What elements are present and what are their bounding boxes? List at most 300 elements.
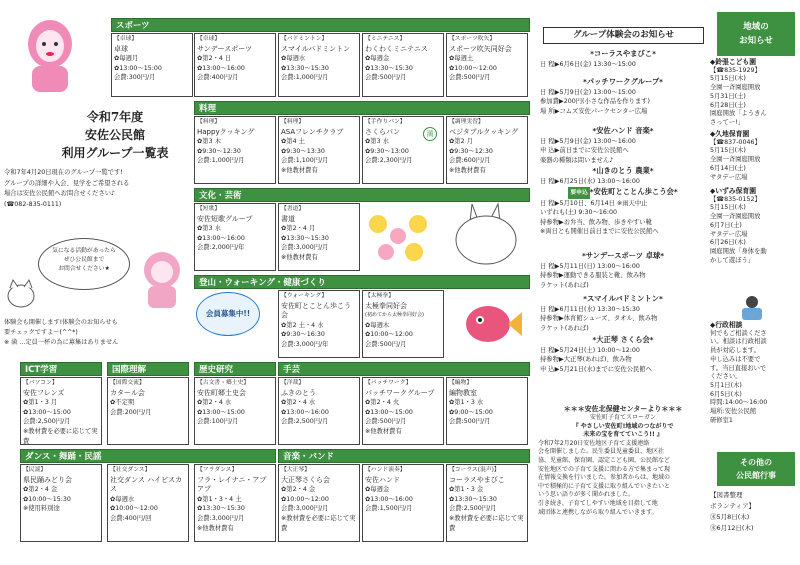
group-category: 【太極拳】 <box>365 293 394 299</box>
group-card <box>446 377 528 445</box>
group-name: 安佐短歌グループ <box>197 214 253 223</box>
section-history: 歴史研究 <box>194 362 276 376</box>
group-name: ふきのとう <box>281 388 316 397</box>
group-detail: ✿13:00〜16:00 <box>197 64 245 72</box>
group-category: 【書道】 <box>281 206 305 212</box>
group-detail: 会費:1,000円/月 <box>197 157 245 165</box>
group-category: 【パソコン】 <box>23 380 58 386</box>
local-news-line: 全園一斉園庭開放 <box>710 213 761 221</box>
group-detail: ✿第1・3 金 <box>449 486 484 494</box>
trial-event-detail: いずれも(土) 9:30〜16:00 <box>540 209 617 217</box>
trial-event-detail: ラケット(あれば) <box>540 281 589 289</box>
group-detail: ✿13:30〜15:30 <box>281 64 329 72</box>
group-name: 安佐町郷土史会 <box>197 388 246 397</box>
group-detail: 会費:200円/月 <box>110 408 152 416</box>
group-card <box>362 290 444 358</box>
group-detail: ✿不定期 <box>110 399 135 407</box>
group-detail: ✿第2・4 火 <box>365 399 400 407</box>
trial-event-detail: 日 程▶6月6日(金) 13:30〜15:00 <box>540 61 636 68</box>
notice-line: 未来の宝を育てていこう!! 』 <box>583 431 663 439</box>
group-card <box>278 33 360 97</box>
trial-event-detail: 場 所▶コムズ安佐パークセンター広場 <box>540 107 648 115</box>
title-list: 利用グループ一覧表 <box>61 146 169 160</box>
group-detail: ✿13:00〜16:00 <box>365 495 413 503</box>
group-detail: ✿13:00〜15:00 <box>197 408 245 416</box>
group-detail: 会費:400円/月 <box>197 74 239 82</box>
trial-event-title <box>538 186 708 199</box>
pink-character-icon <box>18 14 80 94</box>
local-news-block-title: ◆久地保育園 <box>710 130 750 138</box>
group-detail: ✿9:30〜16:30 <box>281 331 325 339</box>
group-card <box>446 33 528 97</box>
reservation-required-badge: 要申込 <box>568 187 589 199</box>
local-news-line: 5月15日(木) <box>710 204 746 212</box>
group-category: 【国際交流】 <box>110 380 145 386</box>
group-detail: ※他教材費有 <box>281 253 318 261</box>
local-news-line: 6月5日(木) <box>710 390 742 398</box>
trial-event-detail: 日 程▶5月11日(日) 13:00〜16:00 <box>540 263 640 270</box>
group-detail: ✿9:30〜12:30 <box>197 147 241 155</box>
local-news-line: 6月28日(土) <box>710 101 746 109</box>
group-card <box>111 33 193 97</box>
trial-event-detail: 持参物▶体育館シューズ、タオル、飲み物 <box>540 315 658 323</box>
other-events-list <box>710 490 800 534</box>
intro-line: グループの詳細や入会、見学をご希望される <box>4 179 130 187</box>
group-name: 書道 <box>281 214 295 223</box>
group-card <box>194 377 276 445</box>
group-category: 【ハンド演奏】 <box>365 467 406 473</box>
local-news-block <box>710 187 800 265</box>
group-card <box>194 464 276 542</box>
local-news-line: ください。 <box>710 373 742 381</box>
notice-line: 中で積極的に子育て支援に取り組んでいきたいと <box>538 482 671 490</box>
group-card <box>194 33 276 97</box>
trial-event-title: *大正琴 さくら会* <box>592 335 654 344</box>
group-detail: 会費:3,000円/月 <box>281 244 329 252</box>
group-category: 【料理】 <box>197 119 221 125</box>
other-event-line: ㊍6月12日(木) <box>710 524 754 532</box>
group-detail: ✿毎週月 <box>114 55 139 63</box>
trial-event-detail: 日 程▶6月25日(水) 13:00〜16:00 <box>540 178 640 185</box>
group-detail: ✿毎週木 <box>365 321 390 329</box>
local-news-line: 全園一斉園庭開放 <box>710 156 761 164</box>
rabbit-illustration <box>446 202 526 270</box>
group-category: 【短歌】 <box>197 206 221 212</box>
note-full-legend: ※ 満 …定員一杯の為に募集はありません <box>4 339 119 346</box>
group-card <box>278 290 360 358</box>
intro-text <box>4 168 190 210</box>
trial-event-detail: 楽器の種類は問いません♪ <box>540 156 614 164</box>
group-name: ベジタブルクッキング <box>449 127 519 136</box>
group-detail: ✿10:00〜12:00 <box>110 505 158 513</box>
group-detail: 会費:2,000円/年 <box>197 244 245 252</box>
mascot-illustration <box>18 14 80 94</box>
section-crafts: 手芸 <box>278 362 530 376</box>
notice-line: 『 やさしい安佐町!地域のつながりで <box>572 422 674 430</box>
local-news-heading <box>717 12 795 56</box>
group-detail: ✿第2・4 水 <box>281 399 316 407</box>
group-card <box>362 464 444 542</box>
group-detail: ✿第1・3 月 <box>23 399 58 407</box>
group-detail: ✿9:30〜13:00 <box>365 147 409 155</box>
local-news-line: 時間:14:00〜16:00 <box>710 399 768 407</box>
group-card <box>446 116 528 184</box>
group-name: 大正琴さくら会 <box>281 475 330 484</box>
group-card <box>278 464 360 542</box>
intro-line: 令和7年4月20日現在のグループ一覧です! <box>4 169 123 176</box>
local-news-line: 全園一斉園庭開放 <box>710 84 761 92</box>
local-news-line: 研修室1 <box>710 416 733 424</box>
group-detail: ✿毎週水 <box>281 55 306 63</box>
group-name: 卓球 <box>114 44 128 53</box>
group-detail: 会費:500円/月 <box>365 418 407 426</box>
group-category: 【パッチワーク】 <box>365 380 412 386</box>
group-detail: 会費:3,000円/月 <box>281 505 329 513</box>
local-news-line: 5月31日(土) <box>710 92 746 100</box>
note-line: 要チェックですよ〜(^^*) <box>4 329 78 336</box>
group-detail: 会費:1,100円/月 <box>281 157 329 165</box>
group-detail: ※教材費を必要に応じて実費 <box>23 427 98 445</box>
group-detail: ✿13:00〜15:00 <box>365 408 413 416</box>
group-card <box>20 377 102 445</box>
notice-heading: ＊＊＊安佐北保健センターより＊＊＊ <box>563 405 683 413</box>
group-detail: 会費:2,500円/月 <box>281 418 329 426</box>
group-detail: ※教材費を必要に応じて実費 <box>281 514 356 532</box>
local-news-line: サタデー広場 <box>710 230 748 238</box>
full-badge: 満 <box>423 127 437 141</box>
group-detail: ✿13:00〜15:00 <box>114 64 162 72</box>
group-name: コーラスやまびこ <box>449 475 505 484</box>
section-culture: 文化・芸術 <box>194 188 530 202</box>
group-detail: ✿第2 月 <box>449 138 473 146</box>
group-name: 安佐ハンド <box>365 475 400 484</box>
page-title <box>50 108 180 162</box>
group-detail: ✿第4 土 <box>281 138 305 146</box>
person-icon <box>732 294 772 322</box>
local-news-block-title: ◆鈴張こども園 <box>710 58 757 66</box>
group-category: 【バドミントン】 <box>281 36 328 42</box>
group-category: 【ウォーキング】 <box>281 293 328 299</box>
local-news-line: 場所:安佐公民館 <box>710 408 757 416</box>
trial-event-title-text: *安佐町とことん歩こう会* <box>589 187 678 196</box>
fish-illustration <box>458 292 526 356</box>
intro-line: 場合は安佐公民館へお問合せください♪ <box>4 190 116 197</box>
recruit-bubble: 会員募集中!! <box>196 292 260 336</box>
title-year: 令和7年度 <box>86 110 144 124</box>
local-news-line: い。相談は行政相談 <box>710 338 767 346</box>
group-name: 安佐フレンズ <box>23 388 65 397</box>
group-name: カタール会 <box>110 388 145 397</box>
other-event-line: 【図書整理 <box>710 491 743 499</box>
group-name: フラ・レイナニ・アプアプ <box>197 475 267 494</box>
group-detail: ※教材費を必要に応じて実費 <box>449 514 524 532</box>
local-news-block <box>710 130 800 182</box>
counselor-illustration <box>732 294 772 322</box>
local-news-line: 【☎835-0152】 <box>710 195 761 203</box>
group-detail: 会費:300円/月 <box>114 74 156 82</box>
group-category: 【編物】 <box>449 380 473 386</box>
group-detail: ✿13:30〜15:30 <box>197 505 245 513</box>
group-detail: ✿第2・4 金 <box>23 486 58 494</box>
group-detail: ✿第2 土・4 水 <box>281 321 324 329</box>
group-detail: 会費:100円/月 <box>197 418 239 426</box>
local-news-line: 申し込みは不要で <box>710 355 761 363</box>
trial-event-detail: ラケット(あれば) <box>540 324 589 332</box>
group-detail: ✿第1・3・4 土 <box>197 495 242 503</box>
group-card <box>362 116 444 184</box>
group-name: 県民踊みどり会 <box>23 475 72 484</box>
girl-icon <box>136 248 188 310</box>
trial-event <box>538 293 708 333</box>
trial-event-detail: 申 込▶5月21日(水)までに安佐公民館へ <box>540 365 652 373</box>
trial-event-detail: 持参物▶お弁当、飲み物、歩きやすい靴 <box>540 218 652 226</box>
section-intl: 国際理解 <box>107 362 189 376</box>
group-detail: 会費:2,500円/月 <box>449 505 497 513</box>
group-category: 【調理実習】 <box>449 119 484 125</box>
intro-phone: (☎082-835-0111) <box>4 200 62 208</box>
group-card <box>446 464 528 542</box>
group-name: 社交ダンス ハイビスカス <box>110 475 183 494</box>
group-detail: 会費:2,500円/月 <box>23 418 71 426</box>
group-name: パッチワークグループ <box>365 388 435 397</box>
group-detail: ✿13:30〜15:30 <box>449 495 497 503</box>
group-detail: 会費:500円/月 <box>365 340 407 348</box>
group-card <box>278 377 360 445</box>
group-detail: ✿13:00〜16:00 <box>197 234 245 242</box>
section-cooking: 料理 <box>194 101 530 115</box>
local-news-line: 園庭開放「身体を動 <box>710 247 767 255</box>
bubble-line: ぜひ公民館まで <box>63 257 105 263</box>
notice-line: 令和7年2月20日安佐地区子育て支援連絡 <box>538 439 650 447</box>
group-detail: ✿毎週金 <box>365 486 390 494</box>
local-news-line: 5月15日(木) <box>710 147 746 155</box>
local-news-block-title: ◆行政相談 <box>710 321 743 329</box>
group-card <box>362 33 444 97</box>
group-card <box>107 464 189 542</box>
group-name: わくわくミニテニス <box>365 44 428 53</box>
trial-events-heading: グループ体験会のお知らせ <box>543 27 704 44</box>
group-detail: ✿13:30〜15:30 <box>365 64 413 72</box>
group-category: 【手作りパン】 <box>365 119 406 125</box>
other-event-line: ㊍5月8日(木) <box>710 513 750 521</box>
group-detail: ✿第1・3 水 <box>449 399 484 407</box>
group-detail: ✿9:30〜12:30 <box>449 147 493 155</box>
fish-icon <box>458 292 526 356</box>
group-detail: ※使用料別途 <box>23 505 60 513</box>
group-detail: 会費:600円/月 <box>449 157 491 165</box>
other-events-title: 公民館行事 <box>736 471 776 480</box>
group-detail: ✿10:00〜12:00 <box>281 495 329 503</box>
group-detail: ✿毎週土 <box>449 55 474 63</box>
girl-illustration <box>136 248 188 310</box>
group-card <box>362 377 444 445</box>
group-name: 編物教室 <box>449 388 477 397</box>
group-card <box>107 377 189 445</box>
notice-line: 協、児童館、保育園、認定こども園、公民館など <box>538 456 671 464</box>
notes <box>4 318 194 348</box>
trial-event-detail: 持参物▶運動できる服装と靴、飲み物 <box>540 272 646 280</box>
trial-event-detail: 日 程▶5月9日(金) 13:00〜15:00 <box>540 89 636 96</box>
trial-event-detail: 参加費▶200円(小さな作品を作ります) <box>540 98 650 106</box>
group-name: さくらパン <box>365 127 400 136</box>
group-category: 【卓球】 <box>197 36 221 42</box>
local-news-title: お知らせ <box>739 36 773 46</box>
bubble-line: お問合せください★ <box>58 266 110 272</box>
group-category: 【大正琴】 <box>281 467 310 473</box>
group-category: 【料理】 <box>281 119 305 125</box>
group-detail: ✿第2・4 月 <box>281 225 316 233</box>
group-detail: ✿10:00〜15:30 <box>23 495 71 503</box>
trial-event-detail: 日 程▶6月11日(水) 13:30〜15:30 <box>540 306 640 313</box>
cat-icon <box>4 276 38 310</box>
group-name: 太極拳同好会 <box>365 301 407 310</box>
group-detail: ※他教材費有 <box>197 524 234 532</box>
group-detail: ✿13:30〜15:30 <box>281 234 329 242</box>
other-events-heading <box>717 452 795 486</box>
trial-event-title: *パッチワークグループ* <box>582 77 664 86</box>
group-name: ASAフレンチクラブ <box>281 127 344 136</box>
group-card <box>20 464 102 542</box>
group-card <box>194 203 276 271</box>
local-news-line: さってー!」 <box>710 118 745 126</box>
section-music: 音楽・バンド <box>278 449 530 463</box>
group-category: 【洋裁】 <box>281 380 305 386</box>
notice-line: 域団体と連携しながら取り組んでいきます。 <box>538 508 658 516</box>
local-news-line: 6月26日(木) <box>710 239 746 247</box>
group-detail: ✿第3 水 <box>365 138 389 146</box>
section-ict: ICT学習 <box>20 362 102 376</box>
trial-event-detail: 日 程▶5月9日(金) 13:00〜16:00 <box>540 138 636 145</box>
trial-event-title: *サンデースポーツ 卓球* <box>581 251 665 260</box>
notice-line: 会を開催しました。民生委員児童委員、地区社 <box>538 448 665 456</box>
trial-event-title: *スマイルバドミントン* <box>583 294 663 303</box>
trial-event-detail: ※両日とも開催日前日までに安佐公民館へ <box>540 228 659 236</box>
group-name: Happyクッキング <box>197 127 255 136</box>
group-detail: ✿13:00〜15:00 <box>23 408 71 416</box>
group-category: 【民謡】 <box>23 467 47 473</box>
section-sports: スポーツ <box>111 18 530 32</box>
group-detail: ✿10:00〜12:00 <box>365 331 413 339</box>
group-detail: 会費:500円/月 <box>449 74 491 82</box>
title-hall: 安佐公民館 <box>84 128 145 142</box>
bubble-line: 気になる活動があったら <box>52 248 116 254</box>
group-card <box>278 203 360 271</box>
local-news-line: サタデー広場 <box>710 173 748 181</box>
group-detail: ※他教材費有 <box>365 427 402 435</box>
other-event-line: ボランティア】 <box>710 502 755 510</box>
trial-event <box>538 250 708 290</box>
other-events-title: その他の <box>740 458 772 467</box>
group-detail: 会費:3,000円/年 <box>281 340 329 348</box>
group-detail: ✿9:30〜13:30 <box>281 147 325 155</box>
group-category: 【社交ダンス】 <box>110 467 151 473</box>
health-center-notice <box>538 404 708 517</box>
group-detail: ✿13:00〜16:00 <box>281 408 329 416</box>
trial-event-detail: 持参物▶大正琴(あれば)、飲み物 <box>540 356 632 364</box>
note-line: 体験会も開催します!体験会のお知らせも <box>4 319 118 326</box>
notice-line: 安佐地区での子育て支援に関わる方で集まって現 <box>538 465 671 473</box>
section-hiking: 登山・ウォーキング・健康づくり <box>194 275 530 289</box>
group-detail: ✿9:00〜15:00 <box>449 408 493 416</box>
trial-event-title: *安佐ハンド 音楽* <box>592 126 654 135</box>
group-category: 【ミニテニス】 <box>365 36 406 42</box>
local-news-line: 何でもご相談くださ <box>710 329 767 337</box>
local-news-block <box>710 321 800 425</box>
group-category: 【卓球】 <box>114 36 138 42</box>
rabbit-icon <box>446 202 526 270</box>
group-detail: ✿10:00〜12:00 <box>449 64 497 72</box>
group-detail: 会費:400円/回 <box>110 514 152 522</box>
trial-event <box>538 125 708 165</box>
trial-event-detail: 日 程▶5月10日、6月14日 ※雨天中止 <box>540 200 648 207</box>
group-detail: ✿第3 木 <box>197 138 221 146</box>
group-name: スマイルバドミントン <box>281 44 351 53</box>
group-category: 【コーラス(混声)】 <box>449 467 500 473</box>
trial-event <box>538 165 708 186</box>
local-news-title: 地域の <box>743 22 769 32</box>
group-subname: (初めてから太極拳同好会) <box>365 312 424 319</box>
group-category: 【フラダンス】 <box>197 467 238 473</box>
speech-bubble <box>38 238 130 290</box>
group-category: 【スポーツ吹矢】 <box>449 36 496 42</box>
group-detail: 会費:1,000円/月 <box>281 74 329 82</box>
local-news-line: 員が対応します。 <box>710 347 760 355</box>
group-detail: 会費:1,500円/月 <box>365 505 413 513</box>
group-detail: ※他教材費有 <box>449 166 486 174</box>
local-news-line: 【☎837-0046】 <box>710 138 761 146</box>
local-news-line: 6月14日(土) <box>710 164 746 172</box>
trial-event <box>538 48 708 69</box>
local-news-block <box>710 58 800 128</box>
local-news-line: 5月15日(木) <box>710 75 746 83</box>
local-news-line: 6月7日(土) <box>710 221 742 229</box>
group-card <box>194 116 276 184</box>
group-name: スポーツ吹矢同好会 <box>449 44 512 53</box>
group-category: 【古文書・郷土史】 <box>197 380 250 386</box>
group-detail: ✿毎週金 <box>365 55 390 63</box>
group-detail: 会費:500円/月 <box>449 418 491 426</box>
group-detail: ✿第2・4 金 <box>281 486 316 494</box>
notice-line: 安佐町子育てスローガン <box>590 414 656 421</box>
group-card <box>278 116 360 184</box>
notice-line: 引き続き、子育てしやすい地域を目指して地 <box>538 499 658 507</box>
trial-event <box>538 186 708 237</box>
local-news-line: かして遊ぼう」 <box>710 256 755 264</box>
group-detail: 会費:2,300円/月 <box>365 157 413 165</box>
local-news-line: す。当日直接おいで <box>710 364 767 372</box>
group-detail: ✿第3 水 <box>197 225 221 233</box>
trial-event-detail: 申 込▶前日までに安佐公民館へ <box>540 147 629 155</box>
flowers-illustration <box>362 206 442 270</box>
flower-icon <box>362 206 442 270</box>
notice-line: いう思い語りが多く聞かれました。 <box>538 491 635 499</box>
local-news-line: 園庭開放「ようきん <box>710 110 767 118</box>
group-detail: ※他教材費有 <box>281 166 318 174</box>
group-detail: 会費:3,000円/月 <box>197 514 245 522</box>
notice-line: 在情報交換を行いました。参加者からは、地域の <box>538 474 671 482</box>
group-detail: 会費:500円/月 <box>365 74 407 82</box>
trial-event-title: *コーラスやまびこ* <box>590 49 656 58</box>
group-detail: ✿毎週水 <box>110 495 135 503</box>
local-news-block-title: ◆いずみ保育園 <box>710 187 757 195</box>
group-name: サンデースポーツ <box>197 44 253 53</box>
group-name: 安佐町とことん歩こう会 <box>281 301 351 320</box>
section-dance: ダンス・舞踊・民謡 <box>20 449 276 463</box>
local-news-line: 【☎835-1929】 <box>710 66 761 74</box>
cat-illustration <box>4 276 38 310</box>
group-detail: ✿第2・4 水 <box>197 399 232 407</box>
trial-event <box>538 334 708 374</box>
